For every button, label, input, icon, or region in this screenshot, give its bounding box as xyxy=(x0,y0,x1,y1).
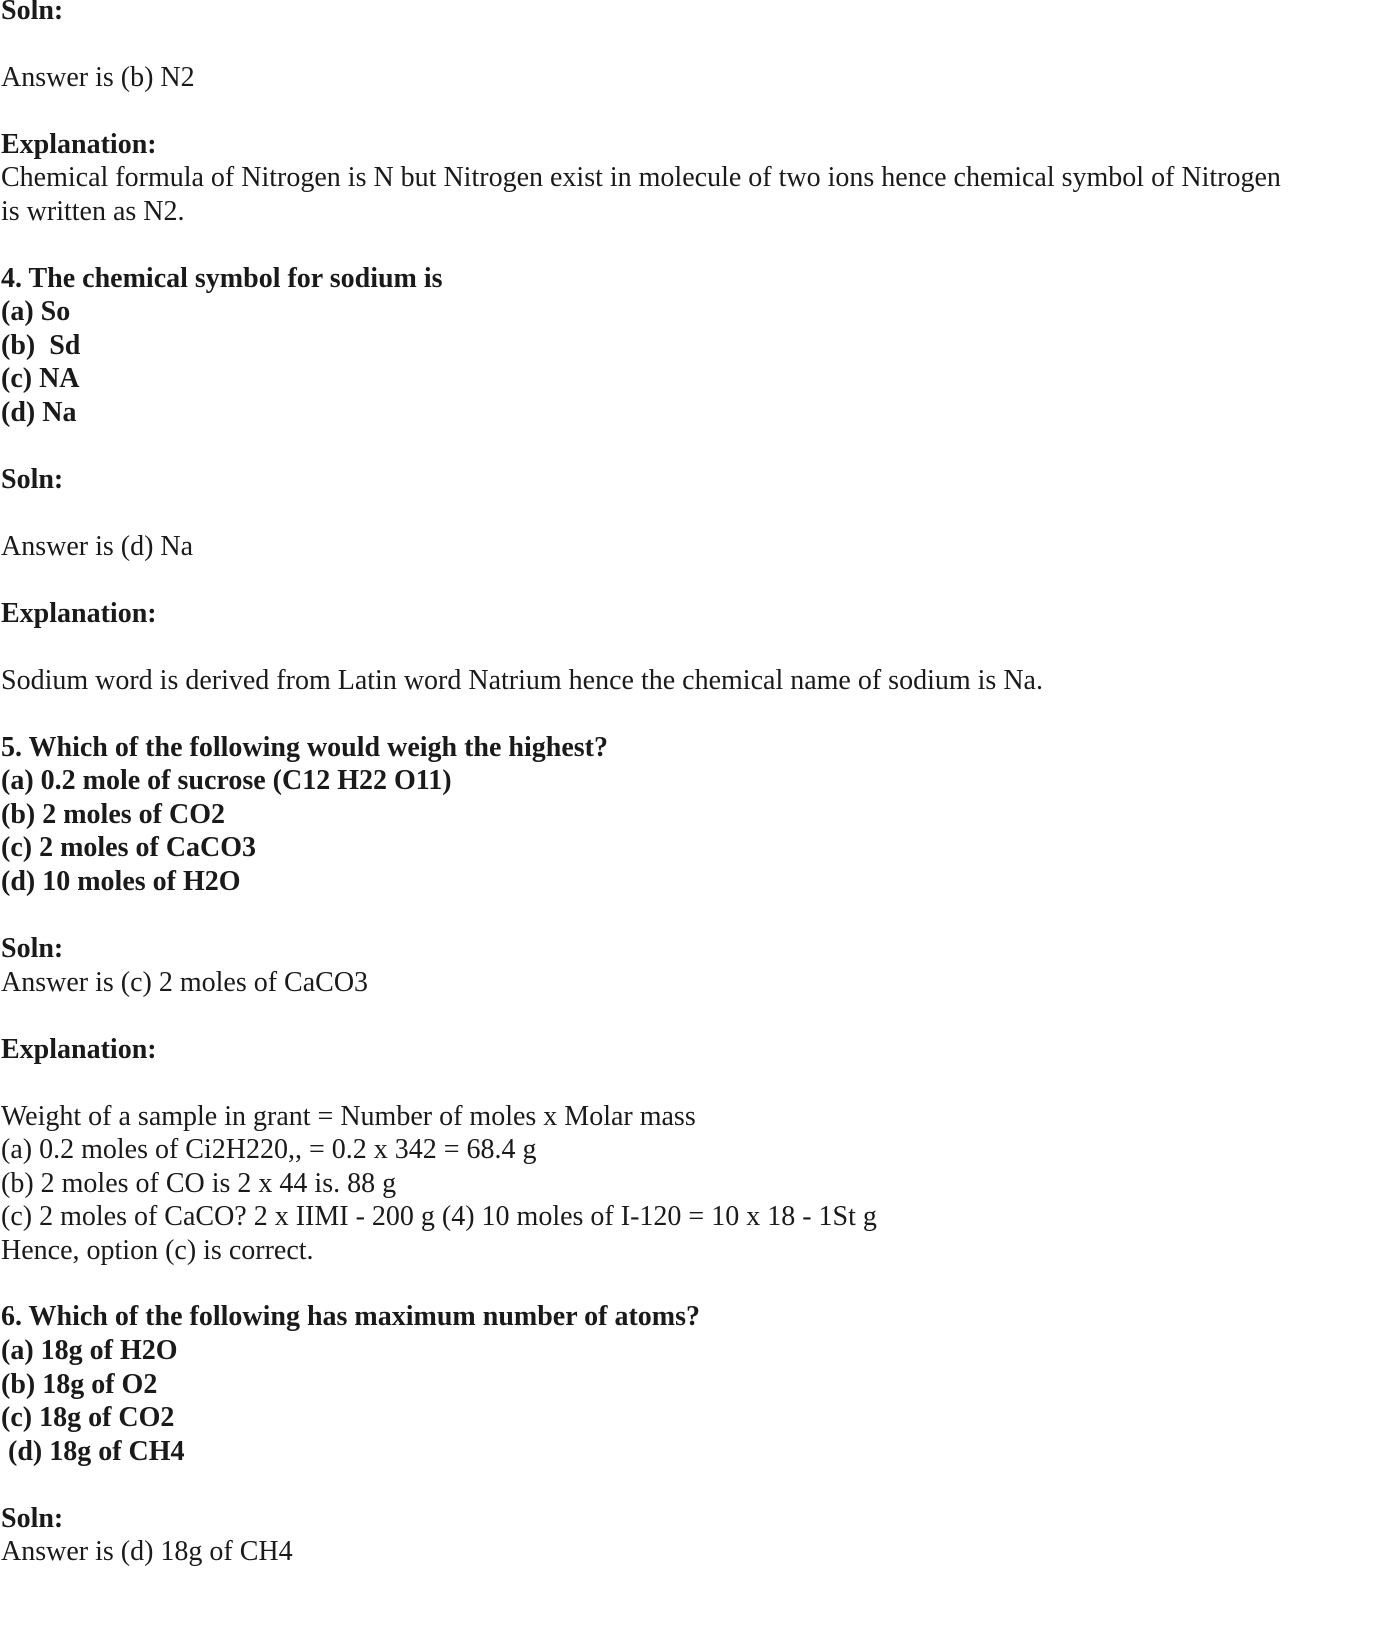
q4-question: 4. The chemical symbol for sodium is xyxy=(1,263,443,294)
q3-answer: Answer is (b) N2 xyxy=(1,62,195,93)
q4-option-b: (b) Sd xyxy=(1,330,81,361)
q5-explanation-line: (b) 2 moles of CO is 2 x 44 is. 88 g xyxy=(1,1168,397,1199)
q5-explanation-line: (c) 2 moles of CaCO? 2 x IIMI - 200 g (4) 10 moles of I-120 = 10 x 18 - 1St g xyxy=(1,1201,877,1232)
q4-option-c: (c) NA xyxy=(1,363,80,394)
q5-option-c: (c) 2 moles of CaCO3 xyxy=(1,832,257,863)
q5-explanation-label: Explanation: xyxy=(1,1034,157,1065)
q3-explanation-line: Chemical formula of Nitrogen is N but Nitrogen exist in molecule of two ions hence chemical symbol of Nitrogen xyxy=(1,162,1281,193)
q5-explanation-line: Hence, option (c) is correct. xyxy=(1,1235,314,1266)
q5-soln-label: Soln: xyxy=(1,933,64,964)
q5-explanation-line: Weight of a sample in grant = Number of moles x Molar mass xyxy=(1,1101,696,1132)
q5-answer: Answer is (c) 2 moles of CaCO3 xyxy=(1,967,369,998)
q4-explanation-line: Sodium word is derived from Latin word Natrium hence the chemical name of sodium is Na. xyxy=(1,665,1043,696)
q6-soln-label: Soln: xyxy=(1,1503,64,1534)
q4-option-a: (a) So xyxy=(1,296,71,327)
q4-answer: Answer is (d) Na xyxy=(1,531,194,562)
q4-explanation-label: Explanation: xyxy=(1,598,157,629)
q4-option-d: (d) Na xyxy=(1,397,77,428)
q4-soln-label: Soln: xyxy=(1,464,64,495)
q6-option-d: (d) 18g of CH4 xyxy=(1,1436,185,1467)
q5-option-b: (b) 2 moles of CO2 xyxy=(1,799,225,830)
q6-question: 6. Which of the following has maximum number of atoms? xyxy=(1,1301,701,1332)
q5-option-a: (a) 0.2 mole of sucrose (C12 H22 O11) xyxy=(1,765,452,796)
q6-option-a: (a) 18g of H2O xyxy=(1,1335,178,1366)
q5-question: 5. Which of the following would weigh the highest? xyxy=(1,732,608,763)
q6-option-c: (c) 18g of CO2 xyxy=(1,1402,175,1433)
q3-explanation-line: is written as N2. xyxy=(1,196,185,227)
q6-option-b: (b) 18g of O2 xyxy=(1,1369,158,1400)
q3-soln-label: Soln: xyxy=(1,0,64,26)
q3-explanation-label: Explanation: xyxy=(1,129,157,160)
q5-option-d: (d) 10 moles of H2O xyxy=(1,866,241,897)
q6-answer: Answer is (d) 18g of CH4 xyxy=(1,1536,293,1567)
q5-explanation-line: (a) 0.2 moles of Ci2H220,, = 0.2 x 342 = 68.4 g xyxy=(1,1134,537,1165)
